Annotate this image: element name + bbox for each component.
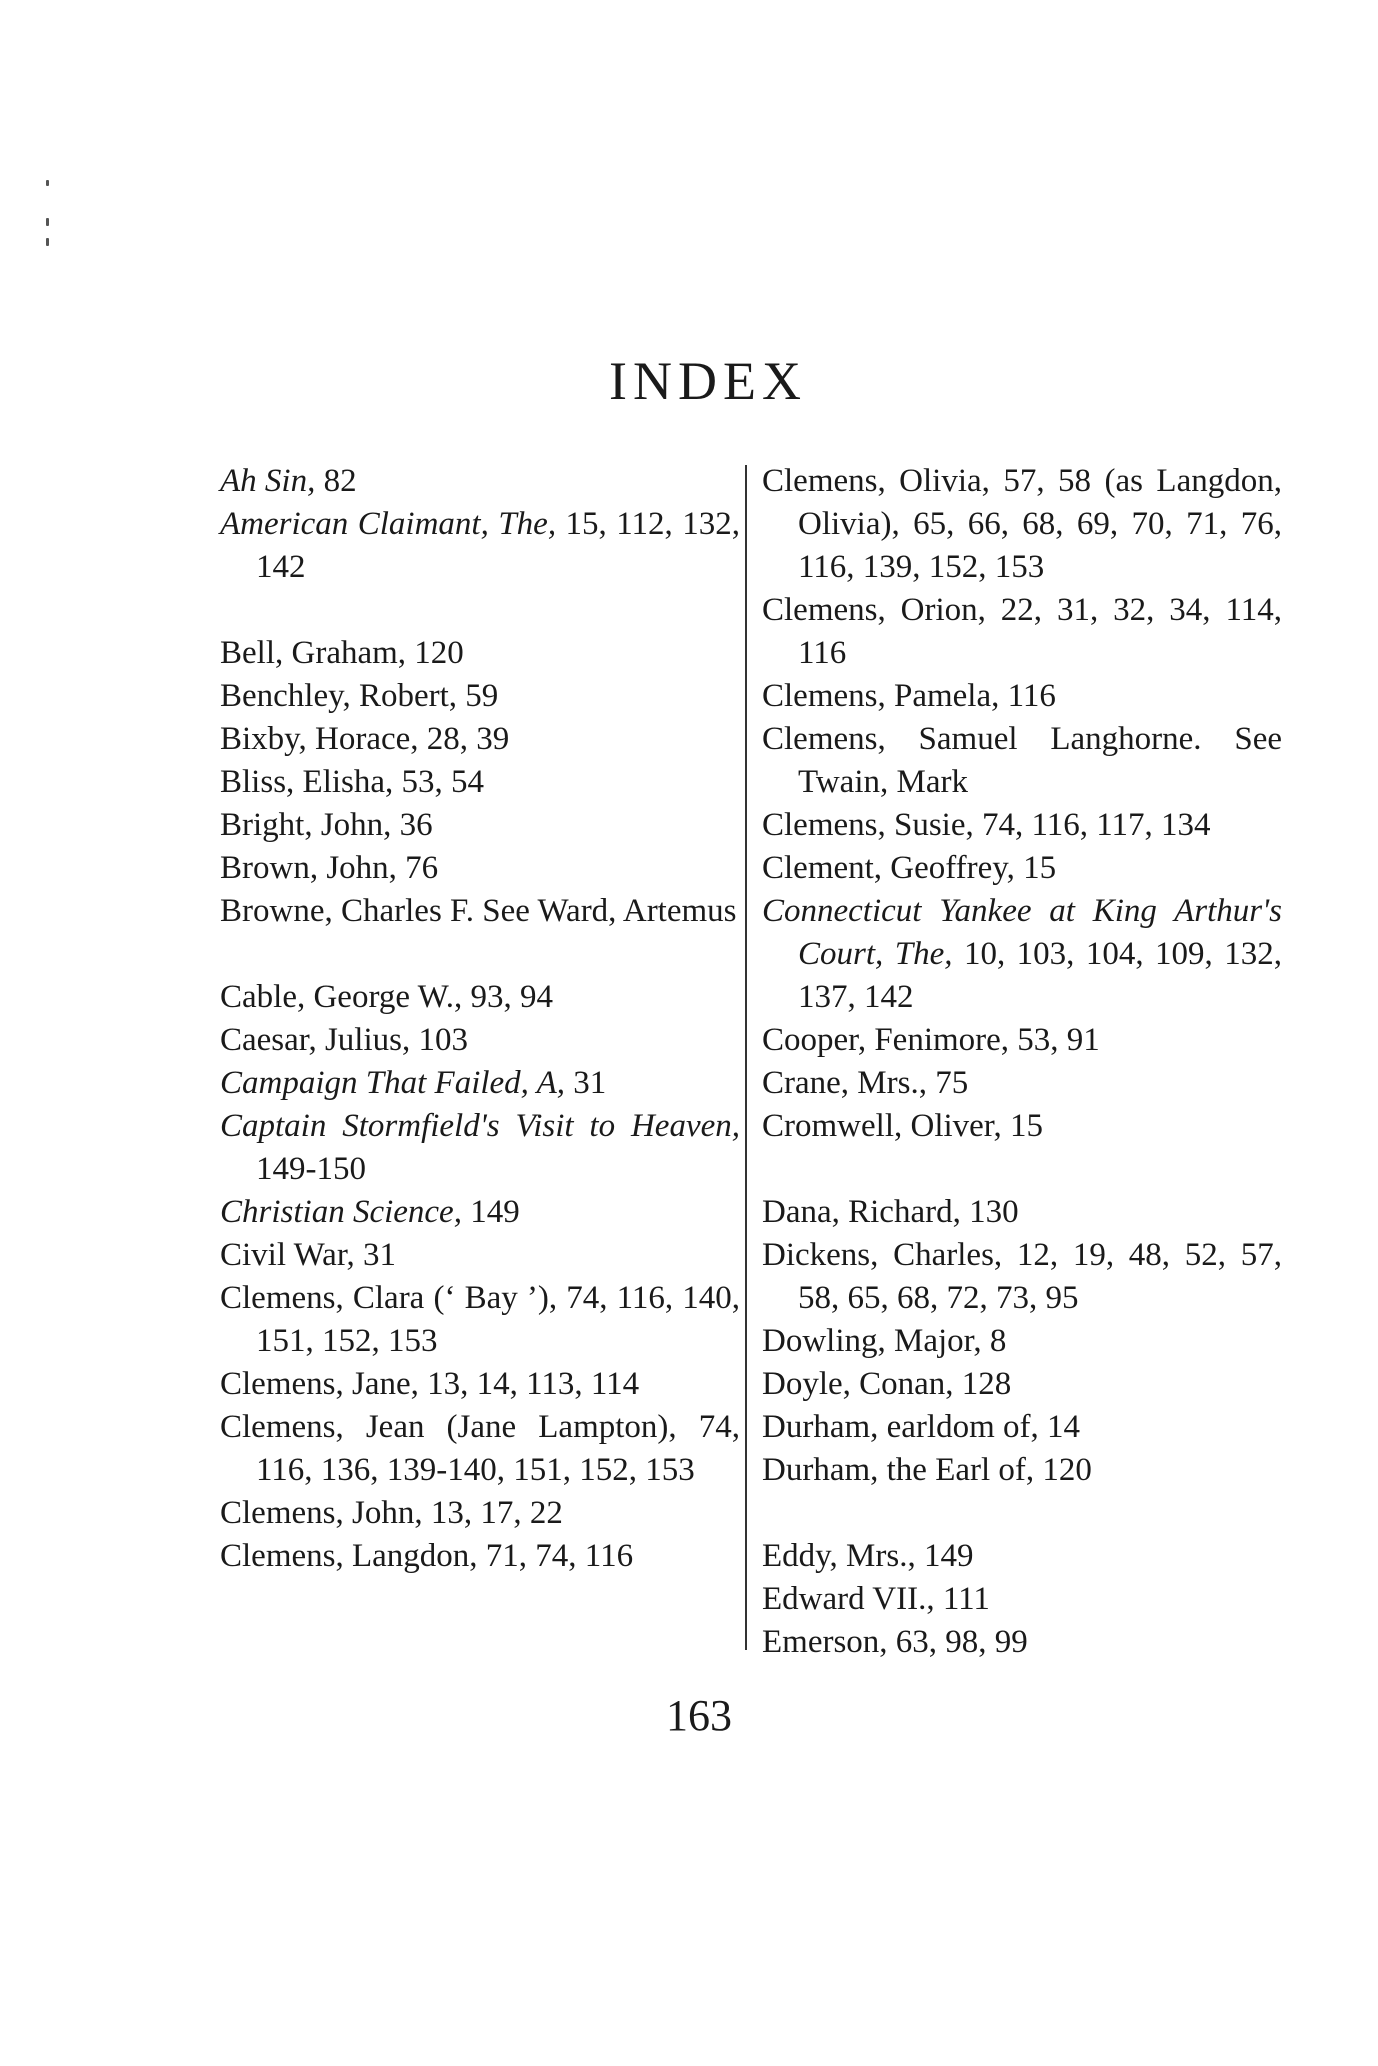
index-entry-text: Eddy, Mrs., 149	[762, 1538, 974, 1574]
index-entry-text: Caesar, Julius, 103	[220, 1022, 468, 1058]
index-entry	[762, 1019, 1282, 1062]
index-entry-text: Civil War, 31	[220, 1237, 396, 1273]
index-entry-text: Cromwell, Oliver, 15	[762, 1108, 1043, 1144]
column-divider	[745, 465, 747, 1650]
index-entry-text: Brown, John, 76	[220, 850, 439, 886]
index-entry	[762, 1320, 1282, 1363]
index-entry	[762, 1191, 1282, 1234]
index-entry-text: Clement, Geoffrey, 15	[762, 850, 1057, 886]
index-left-column	[220, 460, 740, 1578]
index-entry-text: Browne, Charles F. See Ward, Artemus	[220, 893, 737, 929]
index-entry	[762, 589, 1282, 675]
index-entry-text: Clemens, Jean (Jane Lampton), 74, 116, 136, 139-140, 151, 152, 153	[220, 1409, 740, 1488]
index-entry-text: Clemens, Olivia, 57, 58 (as Langdon, Olivia), 65, 66, 68, 69, 70, 71, 76, 116, 139, 152, 153	[762, 463, 1282, 585]
letter-group-gap	[762, 1492, 1282, 1535]
index-entry-text: Clemens, Jane, 13, 14, 113, 114	[220, 1366, 640, 1402]
index-entry	[220, 1363, 740, 1406]
index-entry	[220, 1105, 740, 1191]
index-entry-title: Ah Sin,	[220, 463, 316, 499]
index-entry-text: Clemens, Clara (‘ Bay ’), 74, 116, 140, 151, 152, 153	[220, 1280, 740, 1359]
scan-speck	[46, 218, 49, 226]
index-entry-text: 10, 103, 104, 109, 132, 137, 142	[798, 936, 1282, 1015]
letter-group-gap	[762, 1148, 1282, 1191]
index-entry	[220, 761, 740, 804]
index-entry-text: Clemens, Langdon, 71, 74, 116	[220, 1538, 634, 1574]
index-entry-text: Cooper, Fenimore, 53, 91	[762, 1022, 1100, 1058]
index-entry	[220, 1062, 740, 1105]
index-entry	[762, 675, 1282, 718]
index-entry-text: Dowling, Major, 8	[762, 1323, 1007, 1359]
index-entry-text: Clemens, Orion, 22, 31, 32, 34, 114, 116	[762, 592, 1282, 671]
index-entry-text: Bright, John, 36	[220, 807, 433, 843]
index-entry	[220, 675, 740, 718]
index-entry-text: 15, 112, 132, 142	[256, 506, 740, 585]
index-entry	[220, 460, 740, 503]
index-entry-text: Clemens, Susie, 74, 116, 117, 134	[762, 807, 1211, 843]
letter-group-gap	[220, 933, 740, 976]
index-entry-text: Emerson, 63, 98, 99	[762, 1624, 1028, 1660]
index-entry	[220, 718, 740, 761]
index-entry-text: Bliss, Elisha, 53, 54	[220, 764, 485, 800]
index-entry-text: 149-150	[256, 1151, 366, 1187]
index-entry-text: Durham, earldom of, 14	[762, 1409, 1080, 1445]
index-entry-text: Doyle, Conan, 128	[762, 1366, 1012, 1402]
index-title: INDEX	[609, 351, 807, 411]
index-entry-text: 31	[565, 1065, 607, 1101]
index-entry	[762, 1062, 1282, 1105]
index-entry	[762, 1105, 1282, 1148]
index-entry	[220, 1234, 740, 1277]
index-entry-text: Cable, George W., 93, 94	[220, 979, 554, 1015]
index-entry	[762, 804, 1282, 847]
scan-speck	[46, 180, 49, 186]
index-entry-text: Dana, Richard, 130	[762, 1194, 1019, 1230]
index-entry	[762, 460, 1282, 589]
index-entry-text: Durham, the Earl of, 120	[762, 1452, 1092, 1488]
index-entry-text: Clemens, Samuel Langhorne. See Twain, Mark	[762, 721, 1282, 800]
index-right-column	[762, 460, 1282, 1664]
index-entry	[220, 1492, 740, 1535]
index-entry	[762, 847, 1282, 890]
index-entry-text: Clemens, Pamela, 116	[762, 678, 1056, 714]
index-entry-text: 149	[461, 1194, 520, 1230]
index-entry-text: Edward VII., 111	[762, 1581, 990, 1617]
index-entry	[762, 1406, 1282, 1449]
index-entry-text: Bixby, Horace, 28, 39	[220, 721, 510, 757]
letter-group-gap	[220, 589, 740, 632]
index-entry	[762, 718, 1282, 804]
index-entry	[220, 503, 740, 589]
index-entry	[762, 1363, 1282, 1406]
index-entry	[762, 1234, 1282, 1320]
index-entry-text: Crane, Mrs., 75	[762, 1065, 969, 1101]
index-entry	[762, 1578, 1282, 1621]
index-entry	[220, 1535, 740, 1578]
index-entry-text: Clemens, John, 13, 17, 22	[220, 1495, 563, 1531]
index-entry-title: Connecticut Yankee at King Arthur's Court, The,	[762, 893, 1282, 972]
index-entry	[220, 976, 740, 1019]
index-entry	[220, 1277, 740, 1363]
index-entry-text: 82	[315, 463, 357, 499]
index-entry-title: American Claimant, The,	[220, 506, 557, 542]
index-entry	[220, 890, 740, 933]
index-entry	[220, 1191, 740, 1234]
index-entry	[220, 847, 740, 890]
index-entry-text: Bell, Graham, 120	[220, 635, 464, 671]
index-entry-title: Campaign That Failed, A,	[220, 1065, 565, 1101]
index-entry-title: Captain Stormfield's Visit to Heaven,	[220, 1108, 740, 1144]
scan-speck	[46, 238, 49, 246]
index-entry-text: Dickens, Charles, 12, 19, 48, 52, 57, 58, 65, 68, 72, 73, 95	[762, 1237, 1282, 1316]
index-entry	[762, 890, 1282, 1019]
index-entry	[220, 804, 740, 847]
index-entry	[762, 1449, 1282, 1492]
index-entry-text: Benchley, Robert, 59	[220, 678, 499, 714]
index-entry-title: Christian Science,	[220, 1194, 462, 1230]
index-entry	[220, 1406, 740, 1492]
index-entry	[762, 1621, 1282, 1664]
page-number: 163	[666, 1691, 732, 1740]
index-entry	[220, 632, 740, 675]
index-entry	[762, 1535, 1282, 1578]
index-entry	[220, 1019, 740, 1062]
